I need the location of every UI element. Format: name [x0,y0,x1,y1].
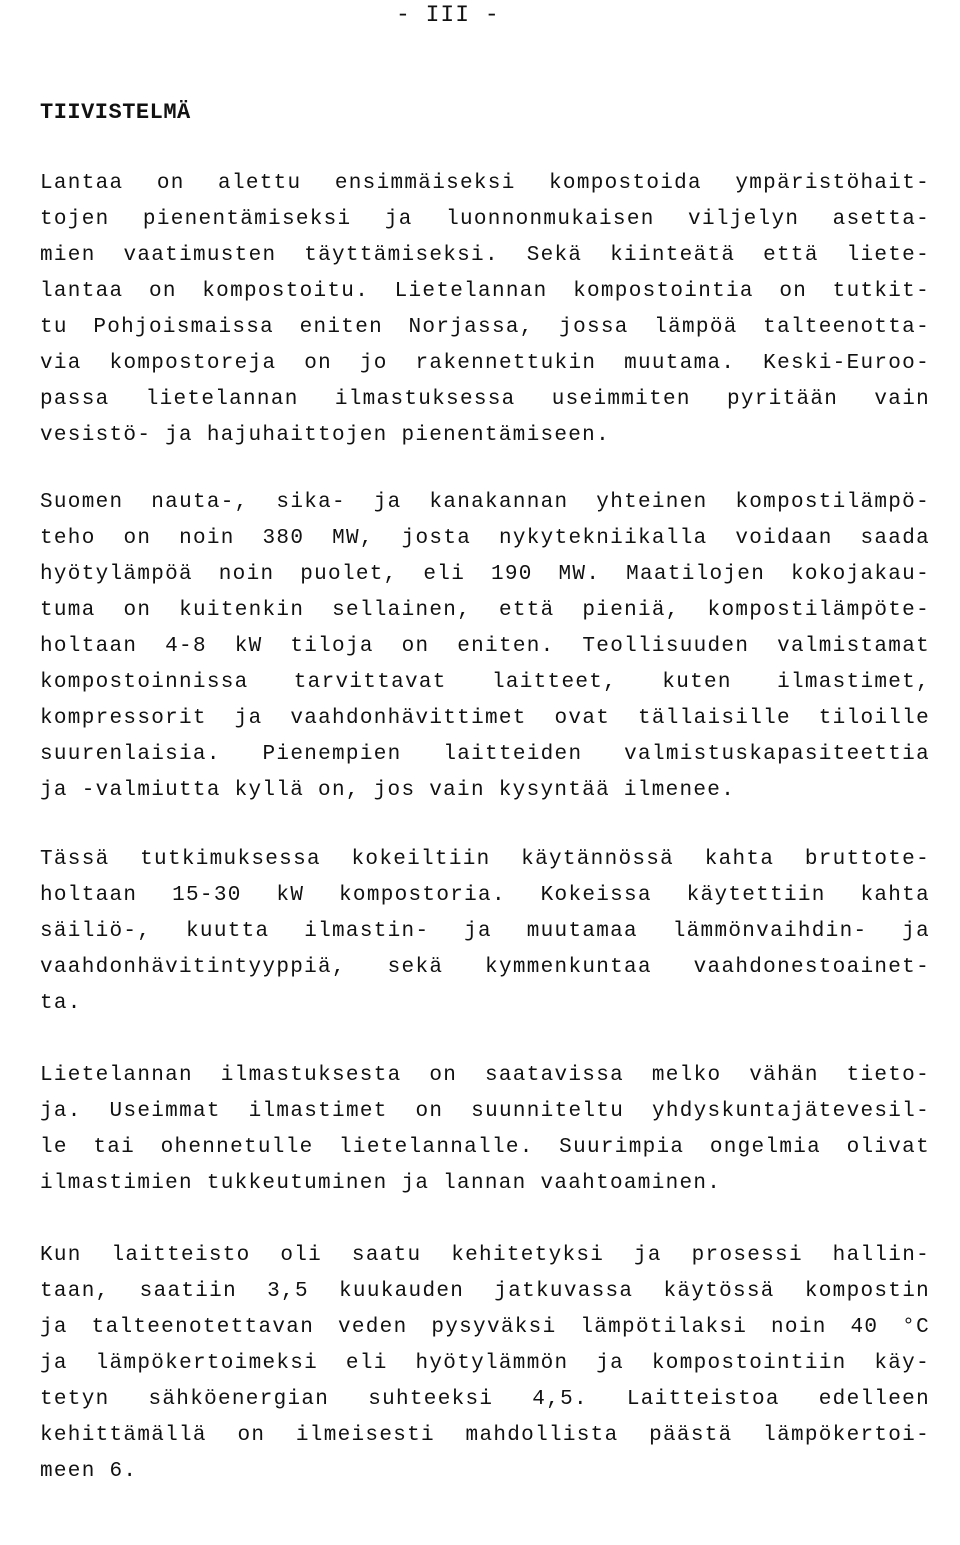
text-line: tu Pohjoismaissa eniten Norjassa, jossa lämpöä talteenotta- [40,316,930,339]
paragraph-1 [40,166,930,454]
text-line: lantaa on kompostoitu. Lietelannan kompostointia on tutkit- [40,280,930,303]
text-line: tuma on kuitenkin sellainen, että pieniä, kompostilämpöte- [40,599,930,622]
text-line: kehittämällä on ilmeisesti mahdollista päästä lämpökertoi- [40,1424,930,1447]
text-line: säiliö-, kuutta ilmastin- ja muutamaa lämmönvaihdin- ja [40,920,930,943]
text-line: kompressorit ja vaahdonhävittimet ovat tällaisille tiloille [40,707,930,730]
text-line: vesistö- ja hajuhaittojen pienentämiseen. [40,424,610,447]
text-line: Suomen nauta-, sika- ja kanakannan yhteinen kompostilämpö- [40,491,930,514]
text-line: hyötylämpöä noin puolet, eli 190 MW. Maatilojen kokojakau- [40,563,930,586]
text-line: ilmastimien tukkeutuminen ja lannan vaahtoaminen. [40,1172,722,1195]
text-line: via kompostoreja on jo rakennettukin muutama. Keski-Euroo- [40,352,930,375]
text-line: taan, saatiin 3,5 kuukauden jatkuvassa käytössä kompostin [40,1280,930,1303]
text-line: suurenlaisia. Pienempien laitteiden valmistuskapasiteettia [40,743,930,766]
page-number: - III - [396,2,500,28]
text-line: meen 6. [40,1460,138,1483]
paragraph-5 [40,1238,930,1490]
paragraph-2 [40,485,930,809]
text-line: ja talteenotettavan veden pysyväksi lämpötilaksi noin 40 °C [40,1316,930,1339]
text-line: mien vaatimusten täyttämiseksi. Sekä kiinteätä että liete- [40,244,930,267]
text-line: tojen pienentämiseksi ja luonnonmukaisen viljelyn asetta- [40,208,930,231]
text-line: Lantaa on alettu ensimmäiseksi kompostoida ympäristöhait- [40,172,930,195]
text-line: Kun laitteisto oli saatu kehitetyksi ja prosessi hallin- [40,1244,930,1267]
text-line: kompostoinnissa tarvittavat laitteet, kuten ilmastimet, [40,671,930,694]
text-line: ta. [40,992,82,1015]
text-line: Lietelannan ilmastuksesta on saatavissa melko vähän tieto- [40,1064,930,1087]
text-line: vaahdonhävitintyyppiä, sekä kymmenkuntaa vaahdonestoainet- [40,956,930,979]
text-line: holtaan 4-8 kW tiloja on eniten. Teollisuuden valmistamat [40,635,930,658]
text-line: tetyn sähköenergian suhteeksi 4,5. Laitteistoa edelleen [40,1388,930,1411]
paragraph-4 [40,1058,930,1202]
text-line: holtaan 15-30 kW kompostoria. Kokeissa käytettiin kahta [40,884,930,907]
paragraph-3 [40,842,930,1022]
text-line: passa lietelannan ilmastuksessa useimmiten pyritään vain [40,388,930,411]
text-line: Tässä tutkimuksessa kokeiltiin käytännössä kahta bruttote- [40,848,930,871]
text-line: ja. Useimmat ilmastimet on suunniteltu yhdyskuntajätevesil- [40,1100,930,1123]
section-heading: TIIVISTELMÄ [40,100,191,125]
text-line: ja lämpökertoimeksi eli hyötylämmön ja kompostointiin käy- [40,1352,930,1375]
text-line: ja -valmiutta kyllä on, jos vain kysyntää ilmenee. [40,779,736,802]
text-line: le tai ohennetulle lietelannalle. Suurimpia ongelmia olivat [40,1136,930,1159]
text-line: teho on noin 380 MW, josta nykytekniikalla voidaan saada [40,527,930,550]
